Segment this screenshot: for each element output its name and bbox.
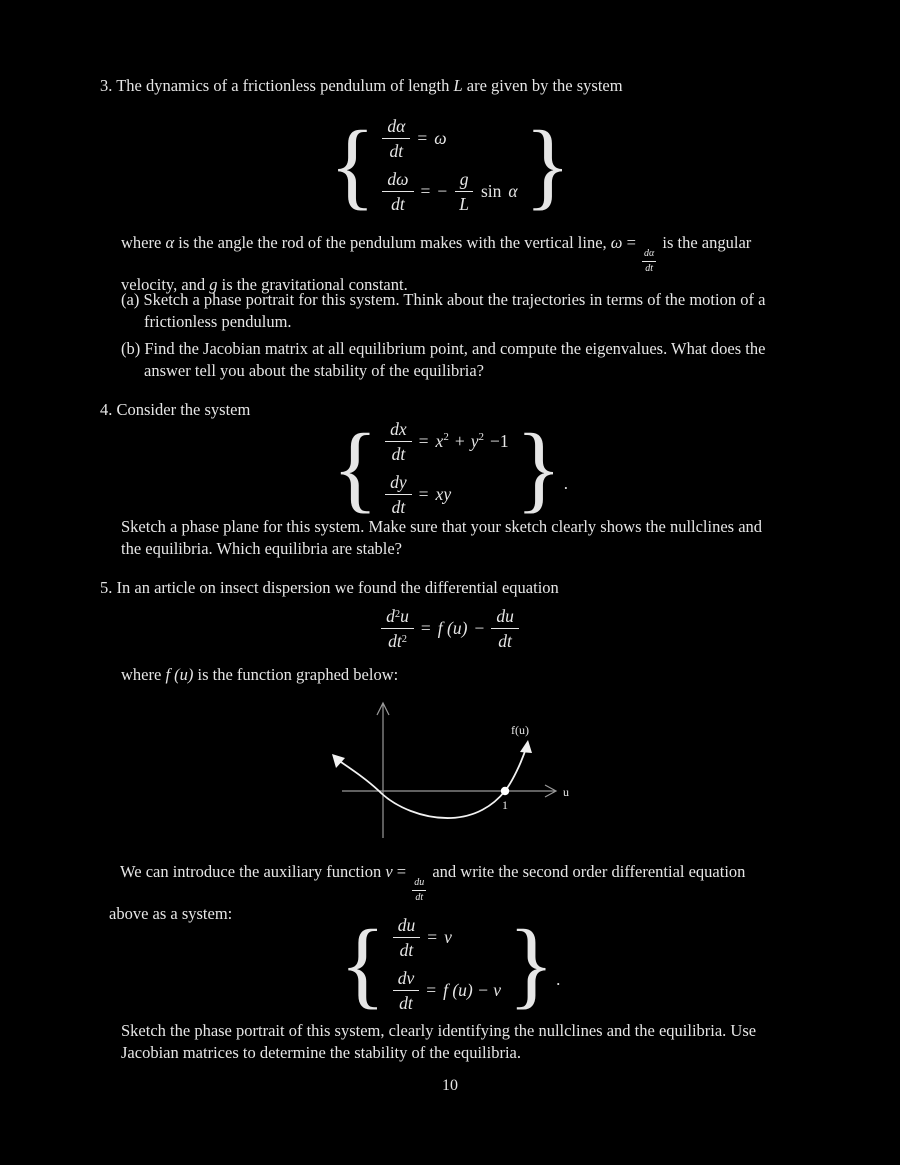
var-g: g: [209, 275, 218, 294]
fu-curve: [335, 745, 527, 818]
problem5-text: Sketch the phase portrait of this system, clearly identifying the nullclines and the equilibria. Use Jacobian matrices to determine the stability of the equilibria.: [121, 1021, 757, 1062]
problem3-intro-text2: are given by the system: [462, 76, 623, 95]
left-brace: {: [339, 909, 386, 1019]
curve-right-arrow-icon: [520, 740, 532, 753]
insect-dispersion-equation: $\frac{d^2u}{dt^2}$ = f (u) − $\frac{du}{dt}$: [0, 606, 900, 652]
right-brace: }: [524, 110, 571, 220]
fraction-dalpha-dt: $\frac{d\alpha}{dt}$: [382, 116, 410, 162]
problem5-system-equation: [0, 909, 900, 1019]
curve-label: f(u): [511, 723, 529, 737]
right-brace: }: [508, 909, 555, 1019]
pendulum-system-equation: [0, 110, 900, 220]
inline-fraction-du-dt: $\frac{du}{dt}$: [414, 877, 425, 903]
equation-dalpha-dt: $\frac{d\alpha}{dt}$ = ω: [382, 116, 446, 162]
point-label: 1: [502, 798, 508, 812]
fraction-dy-dt: $\frac{dy}{dt}$: [385, 472, 412, 518]
problem4-intro: 4. Consider the system: [100, 400, 251, 419]
equation-dy-dt: $\frac{dy}{dt}$ = xy: [385, 472, 451, 518]
problem3-intro: [100, 75, 623, 97]
problem3-intro-text: The dynamics of a frictionless pendulum of length: [116, 76, 454, 95]
var-v: v: [385, 862, 393, 881]
problem5-intro: 5. In an article on insect dispersion we found the differential equation: [100, 578, 559, 597]
var-omega: ω: [610, 233, 623, 252]
problem5-aux-paragraph: We can introduce the auxiliary function v = $\frac{du}{dt}$ and write the second order differential equation above as a system:: [109, 862, 746, 923]
problem3-where-paragraph: where α is the angle the rod of the pendulum makes with the vertical line, ω = $\frac{d\alpha}{dt}$ is the angular velocity, and g is the gravitational constant.: [121, 233, 752, 294]
equation-domega-dt: $\frac{d\omega}{dt}$ = − $\frac{g}{L}$ sin α: [382, 169, 517, 215]
fraction-du-dt: $\frac{du}{dt}$: [491, 606, 519, 652]
curve-left-arrow-icon: [332, 754, 345, 768]
left-brace: {: [332, 413, 379, 523]
part-b-label: (b): [121, 339, 141, 358]
page-number: 10: [442, 1077, 458, 1094]
fraction-domega-dt: $\frac{d\omega}{dt}$: [382, 169, 413, 215]
sin-function: sin: [480, 181, 502, 202]
inline-fraction-dalpha-dt: $\frac{d\alpha}{dt}$: [644, 248, 655, 274]
equation-dv-dt: $\frac{dv}{dt}$ = f (u) − v: [393, 968, 501, 1014]
right-brace: }: [515, 413, 562, 523]
fraction-d2u-dt2: $\frac{d^2u}{dt^2}$: [381, 606, 414, 652]
left-brace: {: [329, 110, 376, 220]
problem5-where-line: where f (u) is the function graphed below:: [121, 665, 399, 684]
problem4-text: Sketch a phase plane for this system. Make sure that your sketch clearly shows the nullclines and the equilibria. Which equilibria are stable?: [121, 517, 763, 558]
fraction-du-dt: $\frac{du}{dt}$: [393, 915, 421, 961]
problem5-number: 5.: [100, 578, 113, 597]
var-L: L: [453, 76, 463, 95]
fraction-dx-dt: $\frac{dx}{dt}$: [385, 419, 412, 465]
fu-graph: [325, 695, 575, 845]
problem3-part-a: (a) Sketch a phase portrait for this system. Think about the trajectories in terms of the motion of a frictionless pendulum.: [121, 290, 766, 331]
equilibrium-point-dot: [501, 787, 509, 795]
equation-du-dt: $\frac{du}{dt}$ = v: [393, 915, 452, 961]
equation-dx-dt: $\frac{dx}{dt}$ = $x^2$ + $y^2$ −1: [385, 419, 508, 465]
var-alpha: α: [165, 233, 175, 252]
equation-period: .: [563, 474, 568, 494]
var-f-of-u: f (u): [165, 665, 194, 684]
fraction-dv-dt: $\frac{dv}{dt}$: [393, 968, 420, 1014]
problem4-number: 4.: [100, 400, 113, 419]
u-axis-label: u: [563, 785, 569, 799]
problem3-number: 3.: [100, 76, 113, 95]
problem4-system-equation: [0, 413, 900, 523]
f-of-u: f (u): [437, 618, 468, 639]
part-a-label: (a): [121, 290, 140, 309]
fraction-g-L: $\frac{g}{L}$: [454, 169, 474, 215]
problem3-part-b: (b) Find the Jacobian matrix at all equilibrium point, and compute the eigenvalues. What does the answer tell you about the stability of the equilibria?: [121, 339, 766, 380]
equation-period: .: [556, 970, 561, 990]
